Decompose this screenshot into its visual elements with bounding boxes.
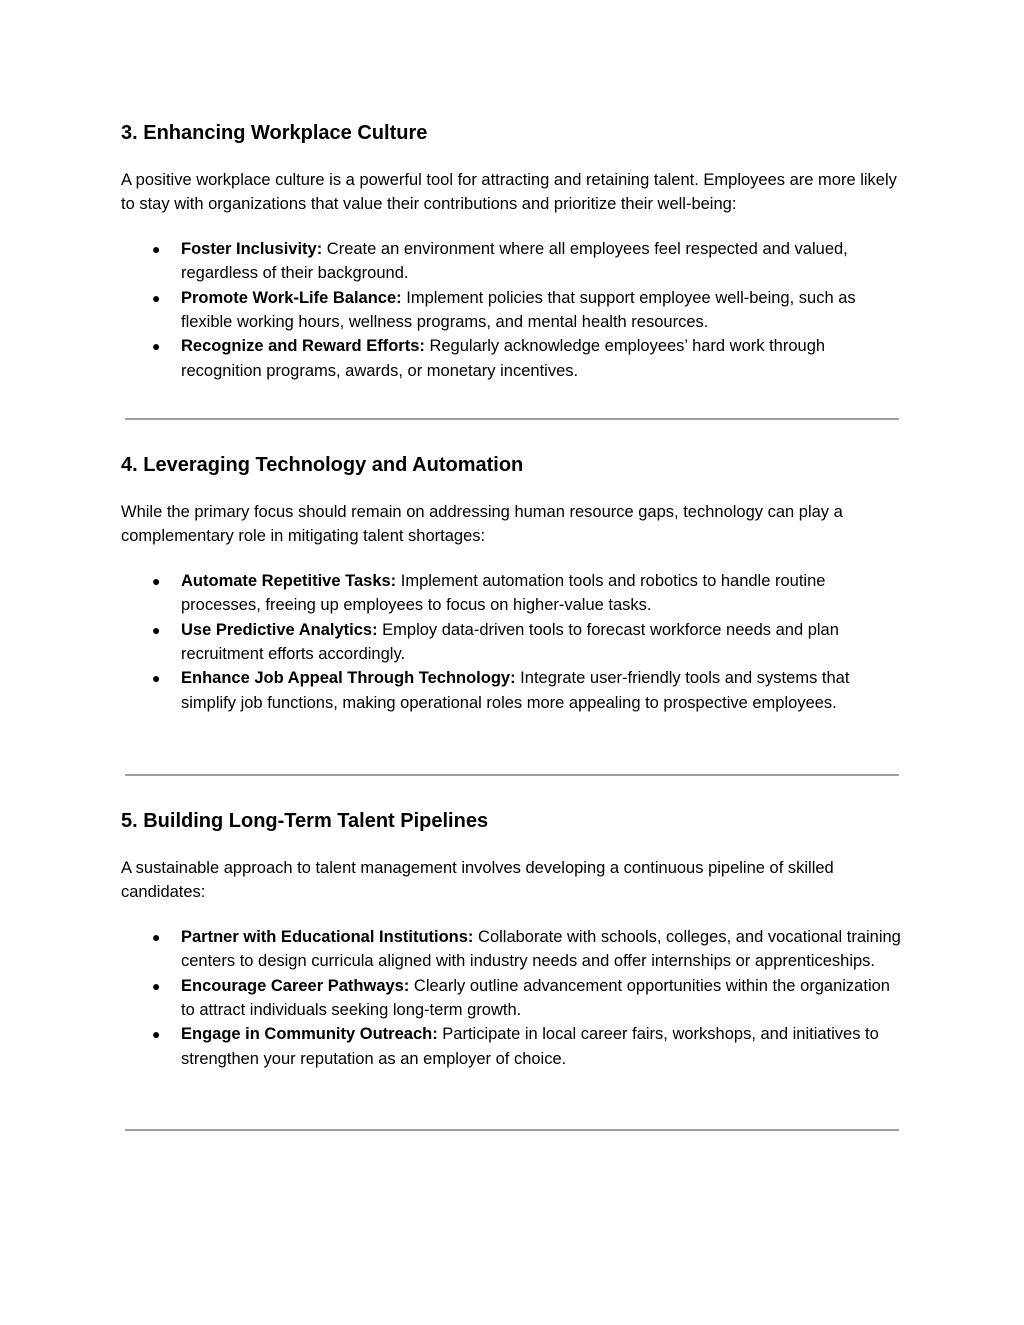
bullet-text: Implement policies that support employee well-being, such as flexible working hours, wellness programs, and mental health resources. [181, 288, 856, 332]
bullet-icon: ● [152, 572, 161, 589]
bullet-text: Regularly acknowledge employees’ hard work through recognition programs, awards, or monetary incentives. [181, 337, 826, 380]
list-item [121, 666, 901, 715]
bullet-text: Clearly outline advancement opportunities within the organization to attract individuals seeking long-term growth. [181, 976, 890, 1020]
horizontal-rule [125, 774, 899, 776]
bullet-term: Partner with Educational Institutions: [181, 927, 474, 946]
section-intro: While the primary focus should remain on addressing human resource gaps, technology can play a complementary role in mitigating talent shortages: [121, 503, 843, 546]
list-item [121, 925, 901, 974]
bullet-text: Implement automation tools and robotics to handle routine processes, freeing up employees to focus on higher-value tasks. [181, 571, 826, 615]
bullet-term: Engage in Community Outreach: [181, 1025, 438, 1044]
list-item [121, 974, 901, 1023]
bullet-icon: ● [152, 928, 161, 945]
bullet-icon: ● [152, 670, 161, 687]
list-item [121, 286, 901, 335]
section-intro: A positive workplace culture is a powerful tool for attracting and retaining talent. Employees are more likely to stay with organizations that value their contributions and prioritize their well-being: [121, 171, 897, 214]
bullet-list [121, 237, 901, 383]
list-item [121, 334, 901, 383]
bullet-term: Promote Work-Life Balance: [181, 288, 402, 307]
list-item [121, 1022, 901, 1071]
bullet-text: Create an environment where all employees feel respected and valued, regardless of their background. [181, 239, 848, 283]
bullet-term: Automate Repetitive Tasks: [181, 571, 397, 590]
bullet-text: Integrate user-friendly tools and systems that simplify job functions, making operational roles more appealing to prospective employees. [181, 669, 850, 712]
bullet-list [121, 569, 901, 715]
section-workplace-culture [121, 120, 901, 383]
bullet-term: Recognize and Reward Efforts: [181, 337, 425, 356]
list-item [121, 569, 901, 618]
bullet-icon: ● [152, 338, 161, 355]
bullet-icon: ● [152, 1026, 161, 1043]
bullet-term: Foster Inclusivity: [181, 239, 323, 258]
bullet-icon: ● [152, 977, 161, 994]
bullet-list [121, 925, 901, 1071]
list-item [121, 618, 901, 667]
section-heading: 5. Building Long-Term Talent Pipelines [121, 810, 489, 832]
bullet-text: Collaborate with schools, colleges, and vocational training centers to design curricula aligned with industry needs and offer internships or apprenticeships. [181, 927, 901, 971]
bullet-icon: ● [152, 240, 161, 257]
bullet-term: Use Predictive Analytics: [181, 620, 378, 639]
bullet-icon: ● [152, 289, 161, 306]
section-heading: 3. Enhancing Workplace Culture [121, 122, 428, 144]
section-heading: 4. Leveraging Technology and Automation [121, 454, 524, 476]
bullet-term: Enhance Job Appeal Through Technology: [181, 669, 516, 688]
section-talent-pipelines [121, 808, 901, 1071]
bullet-icon: ● [152, 621, 161, 638]
section-intro: A sustainable approach to talent management involves developing a continuous pipeline of skilled candidates: [121, 859, 834, 902]
bullet-term: Encourage Career Pathways: [181, 976, 410, 995]
section-technology-automation [121, 452, 901, 715]
bullet-text: Participate in local career fairs, workshops, and initiatives to strengthen your reputation as an employer of choice. [181, 1025, 879, 1068]
horizontal-rule [125, 418, 899, 420]
horizontal-rule [125, 1129, 899, 1131]
list-item [121, 237, 901, 286]
bullet-text: Employ data-driven tools to forecast workforce needs and plan recruitment efforts accordingly. [181, 620, 839, 664]
